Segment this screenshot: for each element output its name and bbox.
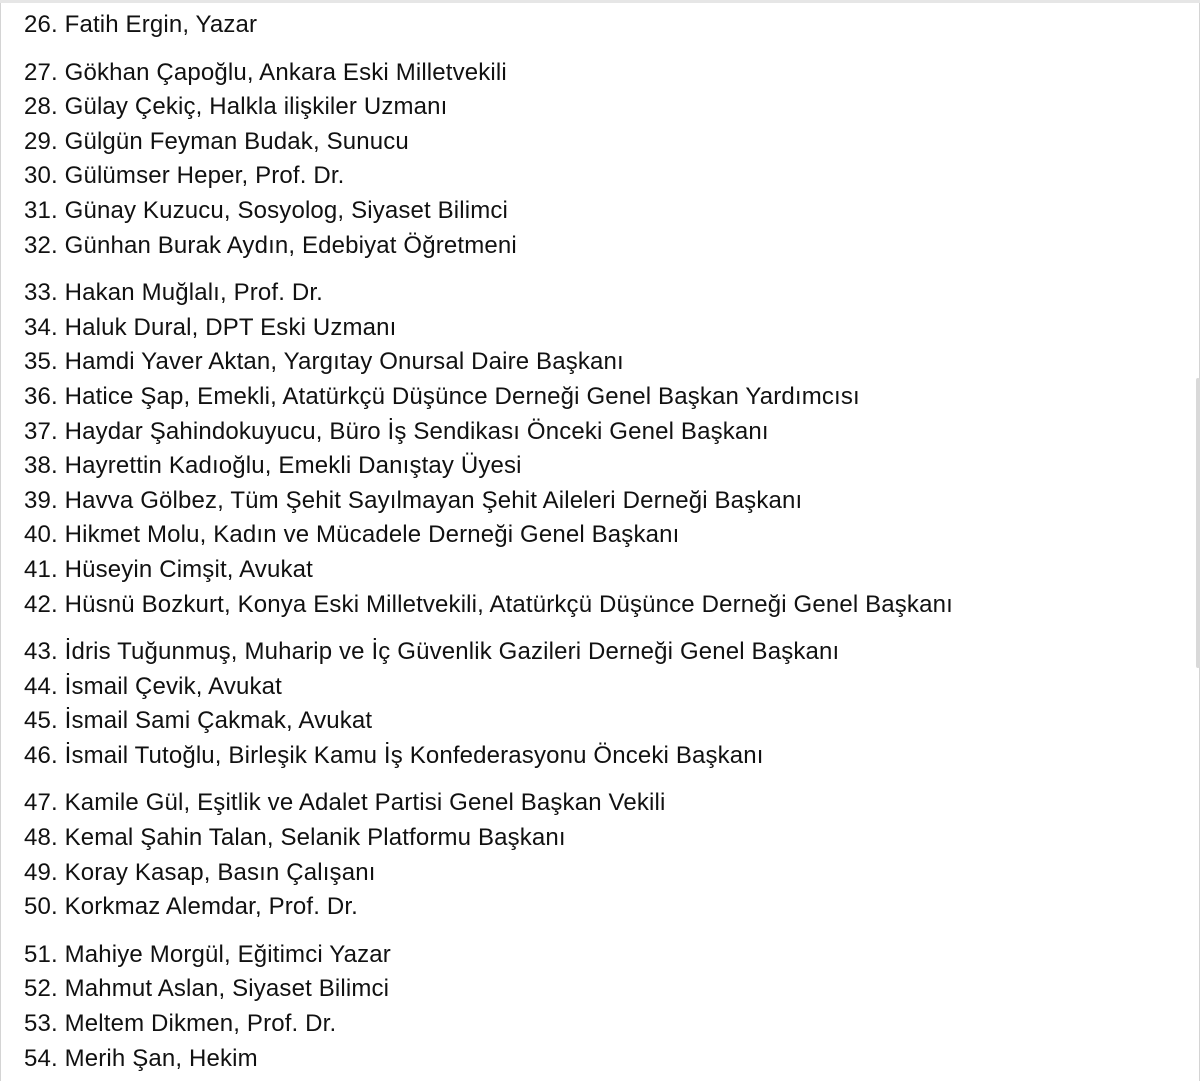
list-item: 31. Günay Kuzucu, Sosyolog, Siyaset Bilimci [24,196,509,224]
scrollbar-thumb[interactable] [1196,378,1200,668]
list-group [24,938,1174,1076]
list-item: 36. Hatice Şap, Emekli, Atatürkçü Düşünce Derneği Genel Başkan Yardımcısı [24,382,860,410]
list-item: 52. Mahmut Aslan, Siyaset Bilimci [24,975,390,1003]
list-item: 34. Haluk Dural, DPT Eski Uzmanı [24,313,397,341]
list-item: 29. Gülgün Feyman Budak, Sunucu [24,127,409,155]
list-group [24,786,1174,924]
list-item: 42. Hüsnü Bozkurt, Konya Eski Milletvekili, Atatürkçü Düşünce Derneği Genel Başkanı [24,590,953,618]
list-item: 38. Hayrettin Kadıoğlu, Emekli Danıştay Üyesi [24,452,522,480]
list-item: 30. Gülümser Heper, Prof. Dr. [24,162,345,190]
list-group [24,276,1174,622]
list-item: 53. Meltem Dikmen, Prof. Dr. [24,1010,337,1038]
list-item: 37. Haydar Şahindokuyucu, Büro İş Sendikası Önceki Genel Başkanı [24,417,769,445]
list-item: 26. Fatih Ergin, Yazar [24,11,258,38]
list-item: 51. Mahiye Morgül, Eğitimci Yazar [24,940,391,968]
list-group [24,8,1174,43]
list-item: 45. İsmail Sami Çakmak, Avukat [24,707,373,735]
list-item: 35. Hamdi Yaver Aktan, Yargıtay Onursal Daire Başkanı [24,348,624,376]
list-group [24,56,1174,264]
list-item: 28. Gülay Çekiç, Halkla ilişkiler Uzmanı [24,93,448,121]
list-group [24,635,1174,773]
list-item: 46. İsmail Tutoğlu, Birleşik Kamu İş Konfederasyonu Önceki Başkanı [24,741,764,769]
list-item: 33. Hakan Muğlalı, Prof. Dr. [24,279,323,307]
list-item: 40. Hikmet Molu, Kadın ve Mücadele Derneği Genel Başkanı [24,521,680,549]
list-item: 44. İsmail Çevik, Avukat [24,672,282,700]
list-item: 48. Kemal Şahin Talan, Selanik Platformu Başkanı [24,824,566,852]
list-item: 49. Koray Kasap, Basın Çalışanı [24,858,376,886]
list-item: 54. Merih Şan, Hekim [24,1044,258,1072]
list-item: 39. Havva Gölbez, Tüm Şehit Sayılmayan Şehit Aileleri Derneği Başkanı [24,486,803,514]
list-item: 50. Korkmaz Alemdar, Prof. Dr. [24,893,358,921]
list-item: 41. Hüseyin Cimşit, Avukat [24,555,313,583]
signatory-list [24,8,1174,1089]
list-item: 27. Gökhan Çapoğlu, Ankara Eski Milletvekili [24,58,507,86]
top-divider [0,0,1200,3]
list-item: 32. Günhan Burak Aydın, Edebiyat Öğretmeni [24,231,517,259]
list-item: 47. Kamile Gül, Eşitlik ve Adalet Partisi Genel Başkan Vekili [24,789,666,817]
list-item: 43. İdris Tuğunmuş, Muharip ve İç Güvenlik Gazileri Derneği Genel Başkanı [24,638,840,666]
